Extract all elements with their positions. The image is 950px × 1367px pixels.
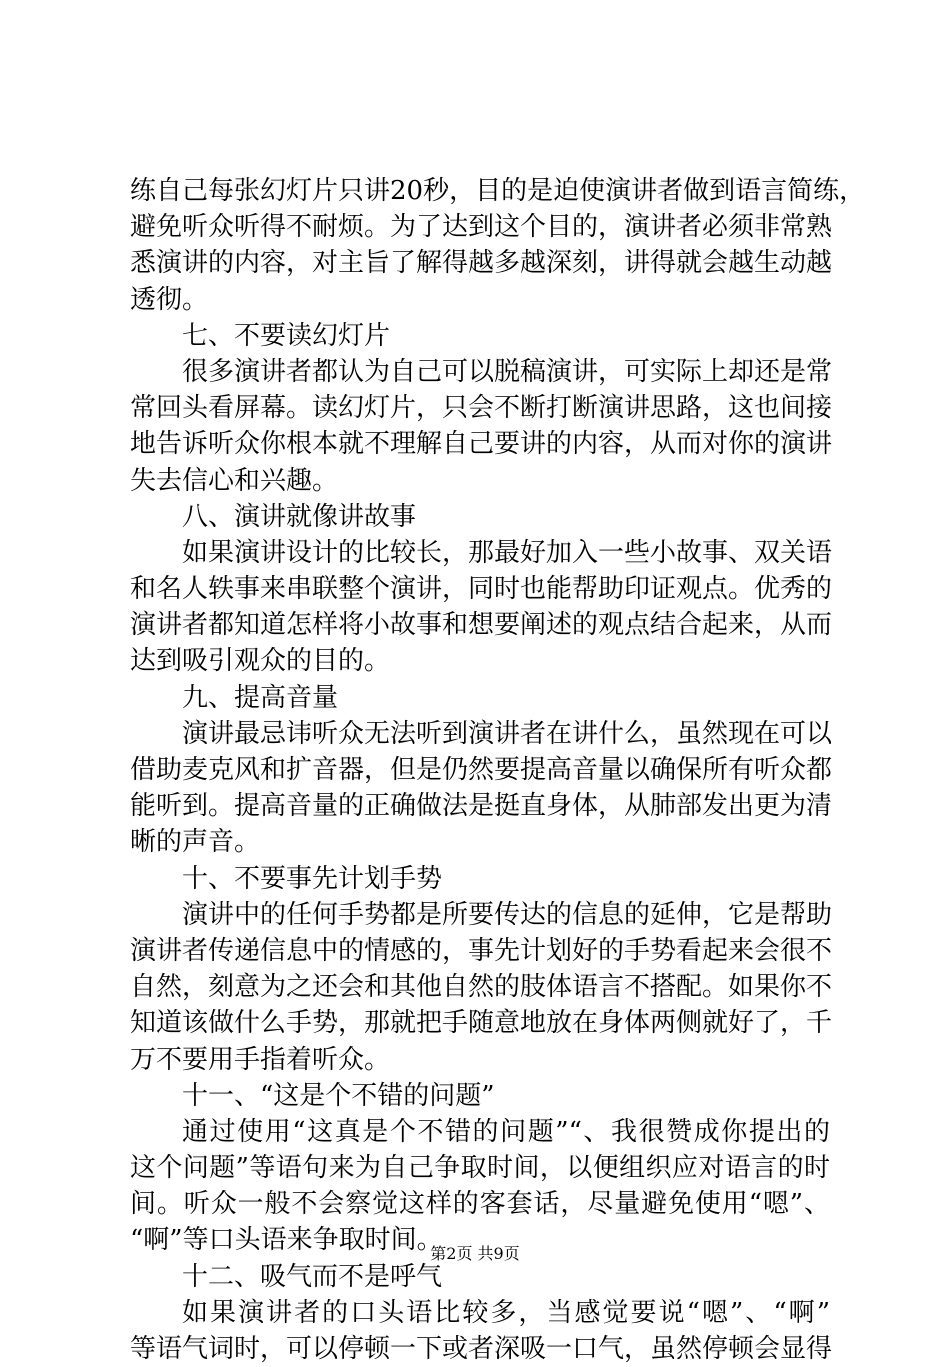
section-heading: 十、不要事先计划手势 (182, 863, 443, 894)
text-line: 如果演讲者的口头语比较多，当感觉要说“嗯”、“啊” (182, 1297, 830, 1328)
text-line: 演讲者都知道怎样将小故事和想要阐述的观点结合起来，从而 (130, 610, 833, 641)
text-line: 万不要用手指着听众。 (130, 1044, 391, 1075)
text-line: 晰的声音。 (130, 827, 261, 858)
text-line: 如果演讲设计的比较长，那最好加入一些小故事、双关语 (182, 537, 833, 568)
section-heading: 十二、吸气而不是呼气 (182, 1261, 443, 1292)
text-line: 常回头看屏幕。读幻灯片，只会不断打断演讲思路，这也间接 (130, 393, 833, 424)
text-line: 演讲最忌讳听众无法听到演讲者在讲什么，虽然现在可以 (182, 718, 833, 749)
text-line: 失去信心和兴趣。 (130, 465, 339, 496)
text-line: 这个问题”等语句来为自己争取时间，以便组织应对语言的时 (130, 1153, 830, 1184)
page-footer: 第2页 共9页 (430, 1244, 520, 1263)
text-line: 悉演讲的内容，对主旨了解得越多越深刻，讲得就会越生动越 (130, 248, 833, 279)
text-line: 避免听众听得不耐烦。为了达到这个目的，演讲者必须非常熟 (130, 212, 833, 243)
text-line: 借助麦克风和扩音器，但是仍然要提高音量以确保所有听众都 (130, 755, 833, 785)
section-heading: 八、演讲就像讲故事 (182, 501, 417, 532)
text-line: 和名人轶事来串联整个演讲，同时也能帮助印证观点。优秀的 (130, 574, 833, 605)
text-line: 很多演讲者都认为自己可以脱稿演讲，可实际上却还是常 (182, 356, 833, 387)
text-line: 演讲者传递信息中的情感的，事先计划好的手势看起来会很不 (130, 935, 833, 966)
text-line: 通过使用“这真是个不错的问题”“、我很赞成你提出的 (182, 1116, 830, 1147)
document-body (130, 173, 866, 1367)
text-line: 达到吸引观众的目的。 (130, 646, 391, 677)
text-line: 地告诉听众你根本就不理解自己要讲的内容，从而对你的演讲 (130, 429, 833, 460)
text-line: 透彻。 (130, 284, 209, 315)
section-heading: 十一、“这是个不错的问题” (182, 1080, 495, 1111)
section-heading: 七、不要读幻灯片 (182, 320, 391, 351)
text-line: “啊”等口头语来争取时间。 (130, 1225, 443, 1256)
text-line: 自然，刻意为之还会和其他自然的肢体语言不搭配。如果你不 (130, 972, 833, 1003)
text-line: 知道该做什么手势，那就把手随意地放在身体两侧就好了，千 (130, 1008, 833, 1039)
section-heading: 九、提高音量 (182, 682, 339, 713)
text-line: 练自己每张幻灯片只讲20秒，目的是迫使演讲者做到语言简练， (130, 176, 866, 206)
text-line: 演讲中的任何手势都是所要传达的信息的延伸，它是帮助 (182, 899, 833, 930)
text-line: 等语气词时，可以停顿一下或者深吸一口气，虽然停顿会显得 (130, 1334, 833, 1364)
text-line: 间。听众一般不会察觉这样的客套话，尽量避免使用“嗯”、 (130, 1189, 830, 1220)
text-line: 能听到。提高音量的正确做法是挺直身体，从肺部发出更为清 (130, 791, 833, 822)
